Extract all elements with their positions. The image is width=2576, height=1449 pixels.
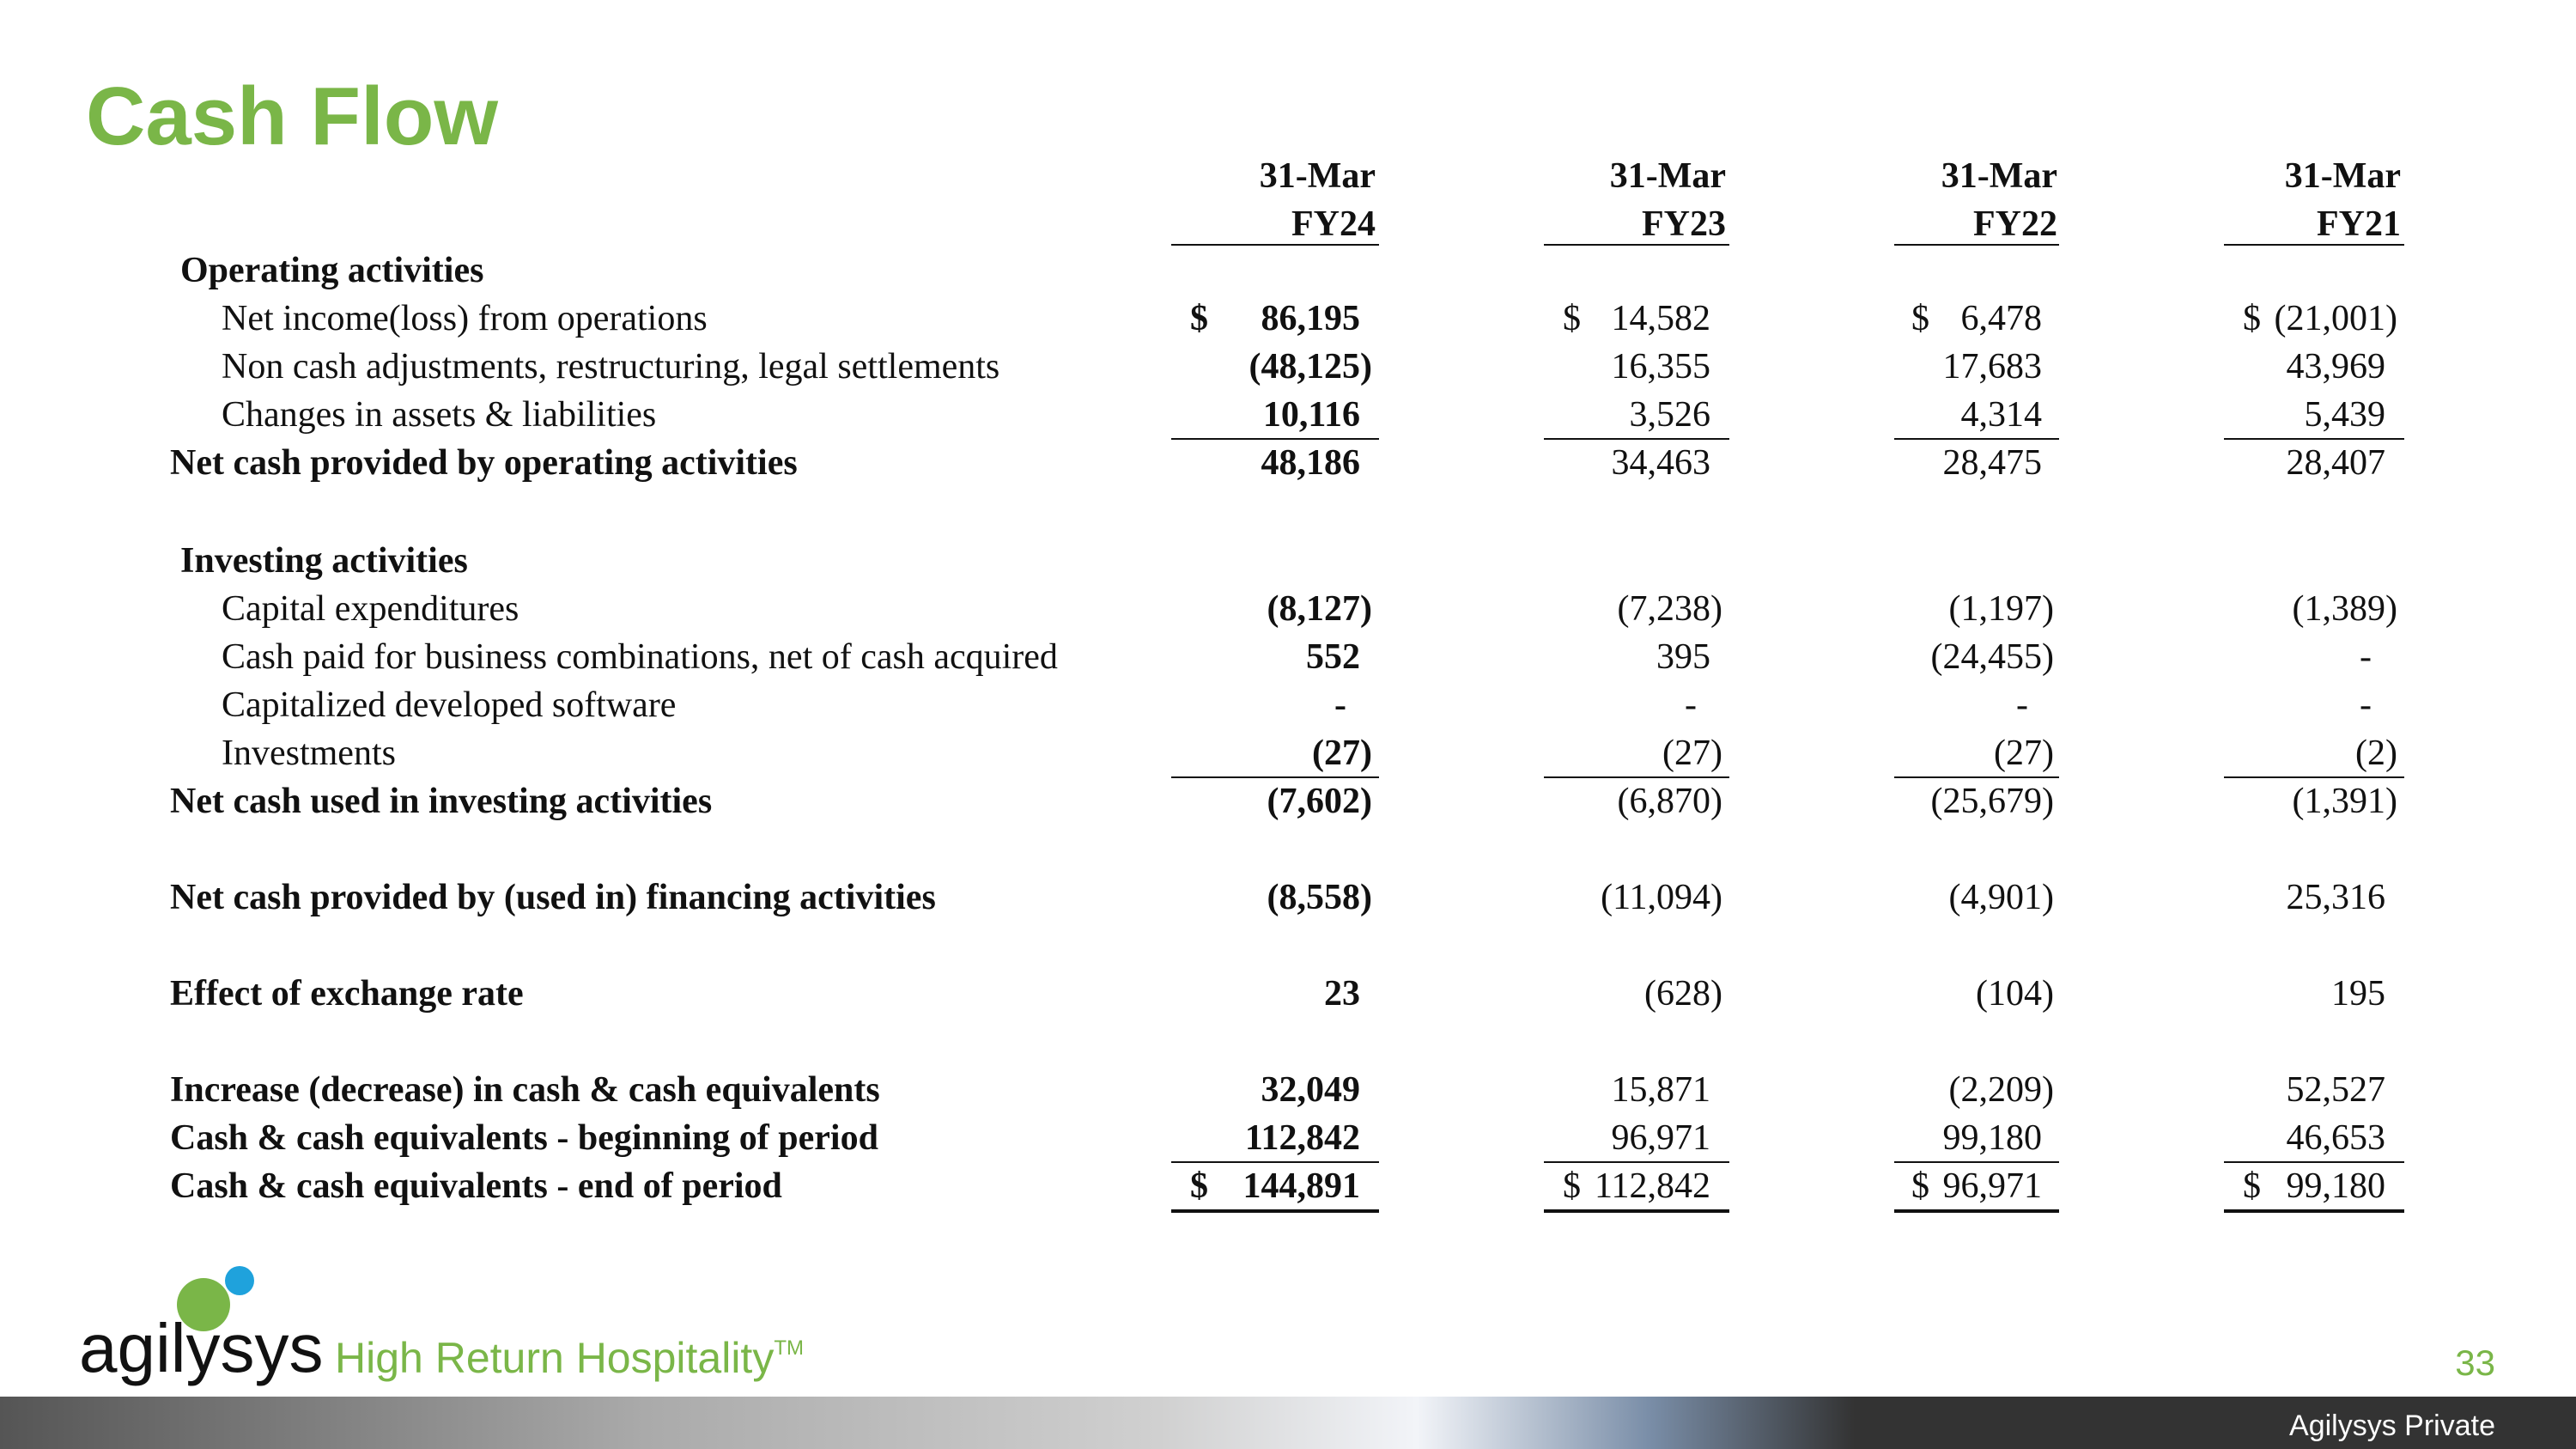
subtotal-rule (2224, 1161, 2404, 1163)
subtotal-rule (1544, 1161, 1729, 1163)
table-cell: 17,683 (1942, 347, 2042, 387)
currency-symbol: $ (1911, 299, 1929, 338)
currency-symbol: $ (1911, 1166, 1929, 1206)
table-cell: (7,238) (1617, 589, 1722, 629)
subtotal-rule (1894, 438, 2059, 440)
table-cell: 144,891 (1242, 1166, 1360, 1206)
table-cell: 395 (1656, 637, 1710, 677)
table-cell: (11,094) (1601, 878, 1722, 917)
row-label: Increase (decrease) in cash & cash equivalents (170, 1070, 880, 1110)
company-logo-text: agilysys (79, 1310, 324, 1386)
table-cell: (27) (1662, 734, 1722, 773)
table-cell: 86,195 (1261, 299, 1360, 338)
column-header-date: 31-Mar (1609, 156, 1726, 196)
row-label: Net cash used in investing activities (170, 782, 713, 821)
currency-symbol: $ (2243, 1166, 2261, 1206)
column-header-rule (1894, 244, 2059, 246)
page-title: Cash Flow (86, 70, 499, 162)
table-cell: (4,901) (1948, 878, 2054, 917)
page-number: 33 (2455, 1342, 2495, 1383)
table-cell: 23 (1324, 974, 1360, 1014)
table-cell: 10,116 (1262, 395, 1360, 435)
table-cell: (8,558) (1267, 878, 1372, 917)
row-label: Operating activities (180, 251, 484, 290)
row-label: Capital expenditures (222, 589, 519, 629)
row-label: Cash & cash equivalents - beginning of period (170, 1118, 878, 1158)
row-label: Non cash adjustments, restructuring, legal settlements (222, 347, 1000, 387)
table-cell: 112,842 (1595, 1166, 1710, 1206)
row-label: Capitalized developed software (222, 685, 677, 725)
table-cell: (7,602) (1267, 782, 1372, 821)
row-label: Investing activities (180, 541, 468, 581)
table-cell: (1,391) (2292, 782, 2397, 821)
table-cell: (2,209) (1948, 1070, 2054, 1110)
currency-symbol: $ (1190, 1166, 1208, 1206)
table-cell: 14,582 (1611, 299, 1710, 338)
table-cell: 52,527 (2286, 1070, 2385, 1110)
logo-blue-dot-icon (225, 1266, 254, 1295)
row-label: Cash & cash equivalents - end of period (170, 1166, 782, 1206)
table-cell: (8,127) (1267, 589, 1372, 629)
table-cell: 28,407 (2286, 443, 2385, 483)
table-cell: - (2016, 685, 2028, 725)
table-cell: 28,475 (1942, 443, 2042, 483)
currency-symbol: $ (1190, 299, 1208, 338)
table-cell: 4,314 (1960, 395, 2042, 435)
subtotal-rule (1544, 776, 1729, 778)
table-cell: 43,969 (2286, 347, 2385, 387)
row-label: Changes in assets & liabilities (222, 395, 657, 435)
table-cell: 96,971 (1611, 1118, 1710, 1158)
column-header-rule (1544, 244, 1729, 246)
table-cell: 34,463 (1611, 443, 1710, 483)
tagline (335, 1334, 804, 1382)
table-cell: (24,455) (1930, 637, 2054, 677)
row-label: Net income(loss) from operations (222, 299, 708, 338)
table-cell: 5,439 (2304, 395, 2385, 435)
column-header-date: 31-Mar (2284, 156, 2401, 196)
table-cell: 48,186 (1261, 443, 1360, 483)
column-header-rule (2224, 244, 2404, 246)
table-cell: 552 (1306, 637, 1360, 677)
total-rule (2224, 1209, 2404, 1213)
table-cell: (27) (1994, 734, 2054, 773)
column-header-date: 31-Mar (1941, 156, 2057, 196)
row-label: Net cash provided by (used in) financing activities (170, 878, 936, 917)
table-cell: (628) (1644, 974, 1722, 1014)
table-cell: 96,971 (1942, 1166, 2042, 1206)
column-header-fiscal-year: FY22 (1973, 204, 2057, 244)
classification-label: Agilysys Private (2289, 1409, 2495, 1442)
tagline-text: High Return Hospitality (335, 1334, 775, 1382)
subtotal-rule (1171, 1161, 1379, 1163)
table-cell: 6,478 (1960, 299, 2042, 338)
table-cell: (6,870) (1617, 782, 1722, 821)
column-header-date: 31-Mar (1259, 156, 1376, 196)
subtotal-rule (2224, 438, 2404, 440)
subtotal-rule (1171, 776, 1379, 778)
column-header-fiscal-year: FY21 (2317, 204, 2401, 244)
table-cell: 46,653 (2286, 1118, 2385, 1158)
table-cell: 32,049 (1261, 1070, 1360, 1110)
table-cell: (1,389) (2292, 589, 2397, 629)
currency-symbol: $ (2243, 299, 2261, 338)
row-label: Cash paid for business combinations, net of cash acquired (222, 637, 1058, 677)
subtotal-rule (2224, 776, 2404, 778)
table-cell: 99,180 (1942, 1118, 2042, 1158)
table-cell: (2) (2355, 734, 2397, 773)
table-cell: - (1685, 685, 1697, 725)
row-label: Effect of exchange rate (170, 974, 524, 1014)
table-cell: 15,871 (1611, 1070, 1710, 1110)
table-cell: 112,842 (1244, 1118, 1360, 1158)
currency-symbol: $ (1563, 1166, 1581, 1206)
subtotal-rule (1171, 438, 1379, 440)
column-header-rule (1171, 244, 1379, 246)
subtotal-rule (1894, 1161, 2059, 1163)
table-cell: 16,355 (1611, 347, 1710, 387)
total-rule (1544, 1209, 1729, 1213)
table-cell: - (2360, 685, 2372, 725)
column-header-fiscal-year: FY23 (1642, 204, 1726, 244)
table-cell: - (2360, 637, 2372, 677)
table-cell: 195 (2331, 974, 2385, 1014)
total-rule (1894, 1209, 2059, 1213)
table-cell: - (1334, 685, 1346, 725)
footer-bar (0, 1397, 2576, 1449)
table-cell: 99,180 (2286, 1166, 2385, 1206)
table-cell: (48,125) (1249, 347, 1372, 387)
table-cell: (25,679) (1930, 782, 2054, 821)
total-rule (1171, 1209, 1379, 1213)
currency-symbol: $ (1563, 299, 1581, 338)
table-cell: 3,526 (1629, 395, 1710, 435)
table-cell: (1,197) (1948, 589, 2054, 629)
table-cell: (104) (1976, 974, 2054, 1014)
table-cell: 25,316 (2286, 878, 2385, 917)
trademark-mark: TM (774, 1336, 804, 1360)
table-cell: (21,001) (2274, 299, 2397, 338)
column-header-fiscal-year: FY24 (1291, 204, 1376, 244)
subtotal-rule (1894, 776, 2059, 778)
subtotal-rule (1544, 438, 1729, 440)
row-label: Investments (222, 734, 396, 773)
table-cell: (27) (1312, 734, 1372, 773)
row-label: Net cash provided by operating activities (170, 443, 798, 483)
